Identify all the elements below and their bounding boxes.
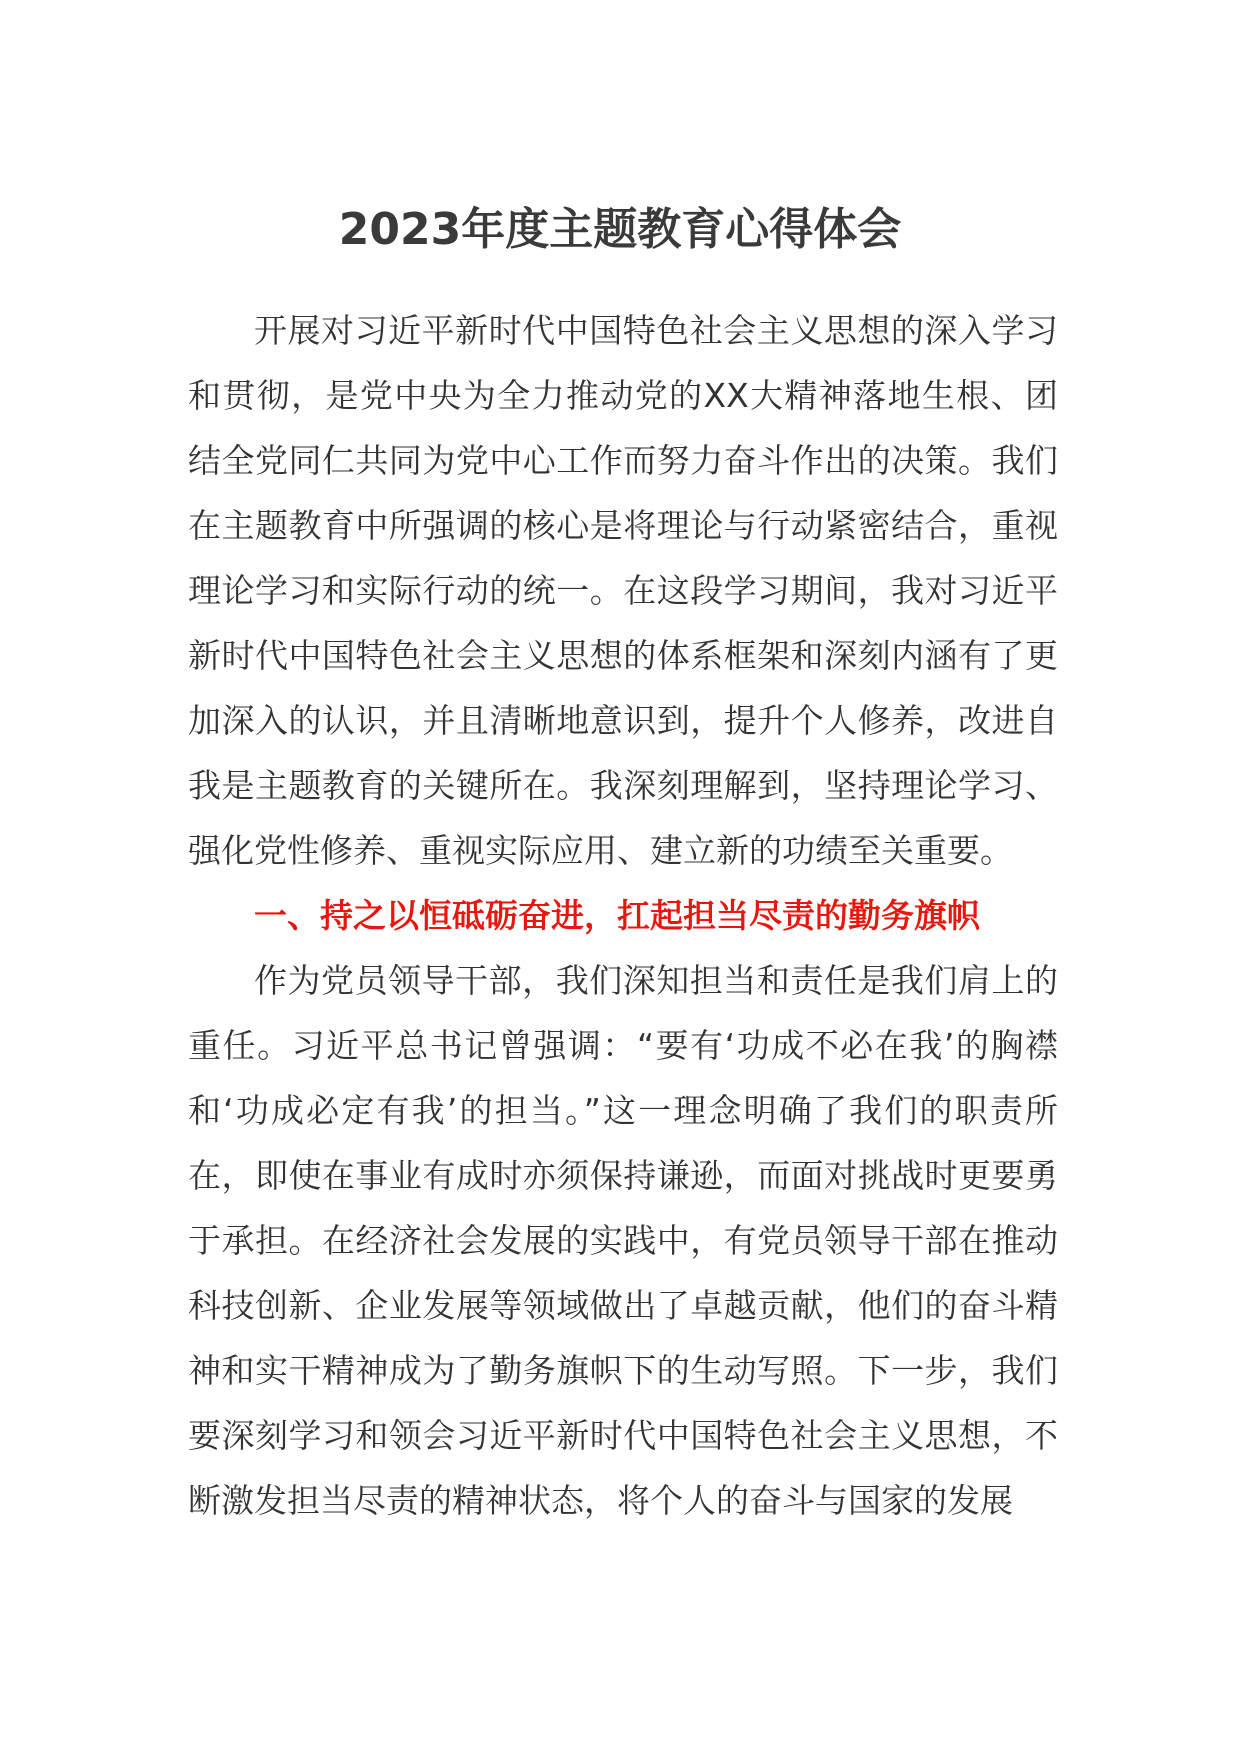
document-body (188, 298, 1058, 1533)
paragraph-section-1: 作为党员领导干部，我们深知担当和责任是我们肩上的重任。习近平总书记曾强调：“要有‘功成不必在我’的胸襟和‘功成必定有我’的担当。”这一理念明确了我们的职责所在，即使在事业有成时亦须保持谦逊，而面对挑战时更要勇于承担。在经济社会发展的实践中，有党员领导干部在推动科技创新、企业发展等领域做出了卓越贡献，他们的奋斗精神和实干精神成为了勤务旗帜下的生动写照。下一步，我们要深刻学习和领会习近平新时代中国特色社会主义思想，不断激发担当尽责的精神状态，将个人的奋斗与国家的发展 (188, 961, 1058, 1520)
document-title: 2023年度主题教育心得体会 (338, 204, 902, 255)
section-heading-1: 一、持之以恒砥砺奋进，扛起担当尽责的勤务旗帜 (254, 896, 980, 935)
paragraph-intro: 开展对习近平新时代中国特色社会主义思想的深入学习和贯彻，是党中央为全力推动党的XX大精神落地生根、团结全党同仁共同为党中心工作而努力奋斗作出的决策。我们在主题教育中所强调的核心是将理论与行动紧密结合，重视理论学习和实际行动的统一。在这段学习期间，我对习近平新时代中国特色社会主义思想的体系框架和深刻内涵有了更加深入的认识，并且清晰地意识到，提升个人修养，改进自我是主题教育的关键所在。我深刻理解到，坚持理论学习、强化党性修养、重视实际应用、建立新的功绩至关重要。 (188, 311, 1058, 870)
